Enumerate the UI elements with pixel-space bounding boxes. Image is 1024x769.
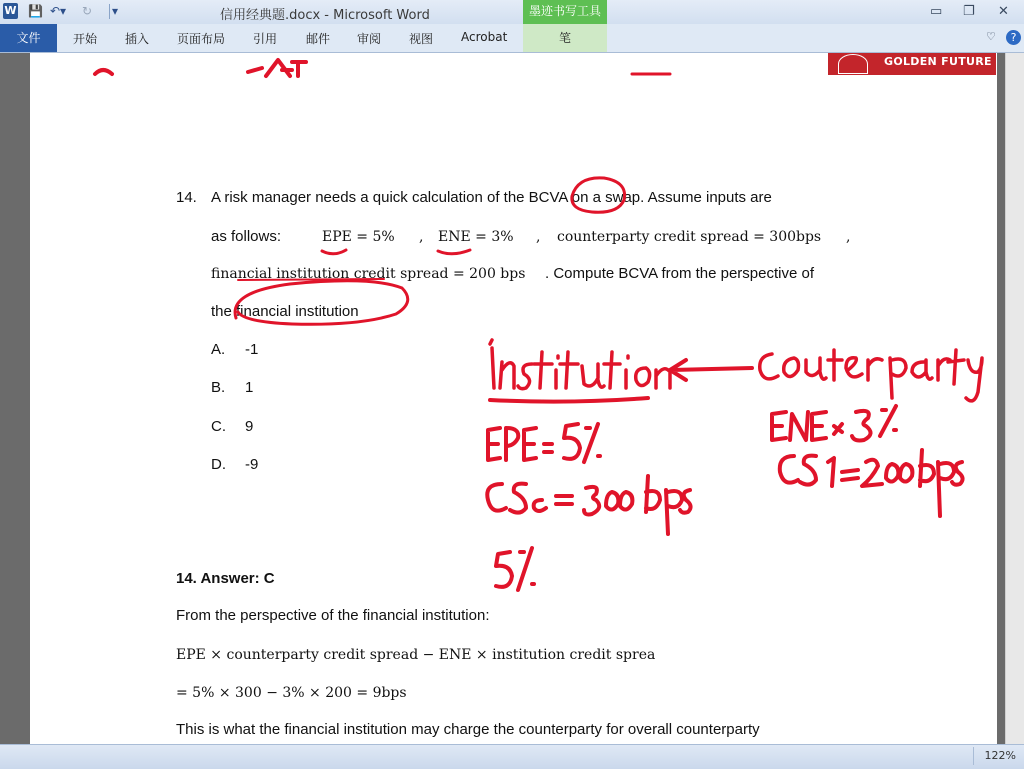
status-separator — [973, 747, 974, 765]
tab-file[interactable]: 文件 — [0, 24, 57, 52]
redo-icon[interactable]: ↻ — [82, 4, 93, 18]
counterparty-spread: counterparty credit spread = 300bps — [557, 229, 822, 245]
option-value: 9 — [245, 418, 254, 435]
restore-button[interactable]: ❐ — [963, 4, 975, 19]
save-icon[interactable]: 💾 — [28, 4, 43, 18]
window-title: 信用经典题.docx - Microsoft Word — [220, 8, 430, 23]
tab-home[interactable]: 开始 — [73, 32, 98, 46]
zoom-level[interactable]: 122% — [984, 749, 1016, 762]
option-value: -9 — [245, 456, 259, 473]
question-line-1: A risk manager needs a quick calculation of the BCVA on a swap. Assume inputs are — [211, 189, 772, 206]
option-letter: B. — [211, 379, 226, 396]
tab-page-layout[interactable]: 页面布局 — [177, 32, 226, 46]
question-line-4: the financial institution — [211, 303, 359, 320]
quick-access-separator — [109, 4, 110, 19]
help-icon[interactable]: ? — [1006, 30, 1021, 45]
ink-tools-context-title: 墨迹书写工具 — [523, 0, 607, 24]
title-bar — [0, 0, 1024, 24]
separator-comma: , — [419, 229, 424, 245]
option-letter: D. — [211, 456, 226, 473]
separator-comma: , — [536, 229, 541, 245]
word-app-icon[interactable]: W — [4, 4, 17, 17]
answer-line-2: This is what the financial institution may charge the counterparty for overall counterparty — [176, 721, 760, 738]
tab-insert[interactable]: 插入 — [125, 32, 150, 46]
tab-view[interactable]: 视图 — [409, 32, 434, 46]
tab-pen[interactable]: 笔 — [523, 24, 607, 52]
answer-line-1: From the perspective of the financial institution: — [176, 607, 490, 624]
undo-icon[interactable]: ↶▾ — [50, 4, 67, 18]
question-number: 14. — [176, 189, 197, 206]
separator-comma: , — [846, 229, 851, 245]
answer-formula-1: EPE × counterparty credit spread − ENE × institution credit sprea — [176, 647, 656, 663]
minimize-ribbon-icon[interactable]: ♡ — [986, 30, 996, 43]
minimize-button[interactable]: ▭ — [930, 4, 943, 19]
tab-references[interactable]: 引用 — [253, 32, 278, 46]
option-value: 1 — [245, 379, 254, 396]
close-button[interactable]: ✕ — [998, 4, 1009, 19]
answer-heading: 14. Answer: C — [176, 570, 275, 587]
question-line-2-lead: as follows: — [211, 228, 282, 245]
question-line-3-tail: . Compute BCVA from the perspective of — [545, 265, 815, 282]
logo-seal-icon — [838, 54, 868, 74]
answer-formula-2: = 5% × 300 − 3% × 200 = 9bps — [176, 685, 407, 701]
epe-value: EPE = 5% — [322, 229, 395, 245]
institution-spread: financial institution credit spread = 200 bps — [211, 266, 526, 282]
header-logo — [828, 53, 996, 75]
option-letter: A. — [211, 341, 226, 358]
ene-value: ENE = 3% — [438, 229, 514, 245]
tab-review[interactable]: 审阅 — [357, 32, 382, 46]
option-value: -1 — [245, 341, 259, 358]
vertical-scrollbar[interactable] — [1005, 53, 1024, 744]
logo-text: GOLDEN FUTURE — [884, 55, 992, 68]
ribbon-tab-row — [0, 24, 1024, 53]
tab-mailings[interactable]: 邮件 — [306, 32, 331, 46]
document-page[interactable] — [30, 53, 997, 744]
tab-acrobat[interactable]: Acrobat — [461, 30, 508, 44]
option-letter: C. — [211, 418, 226, 435]
customize-quick-access-icon[interactable]: ▾ — [112, 4, 119, 18]
status-bar — [0, 744, 1024, 769]
